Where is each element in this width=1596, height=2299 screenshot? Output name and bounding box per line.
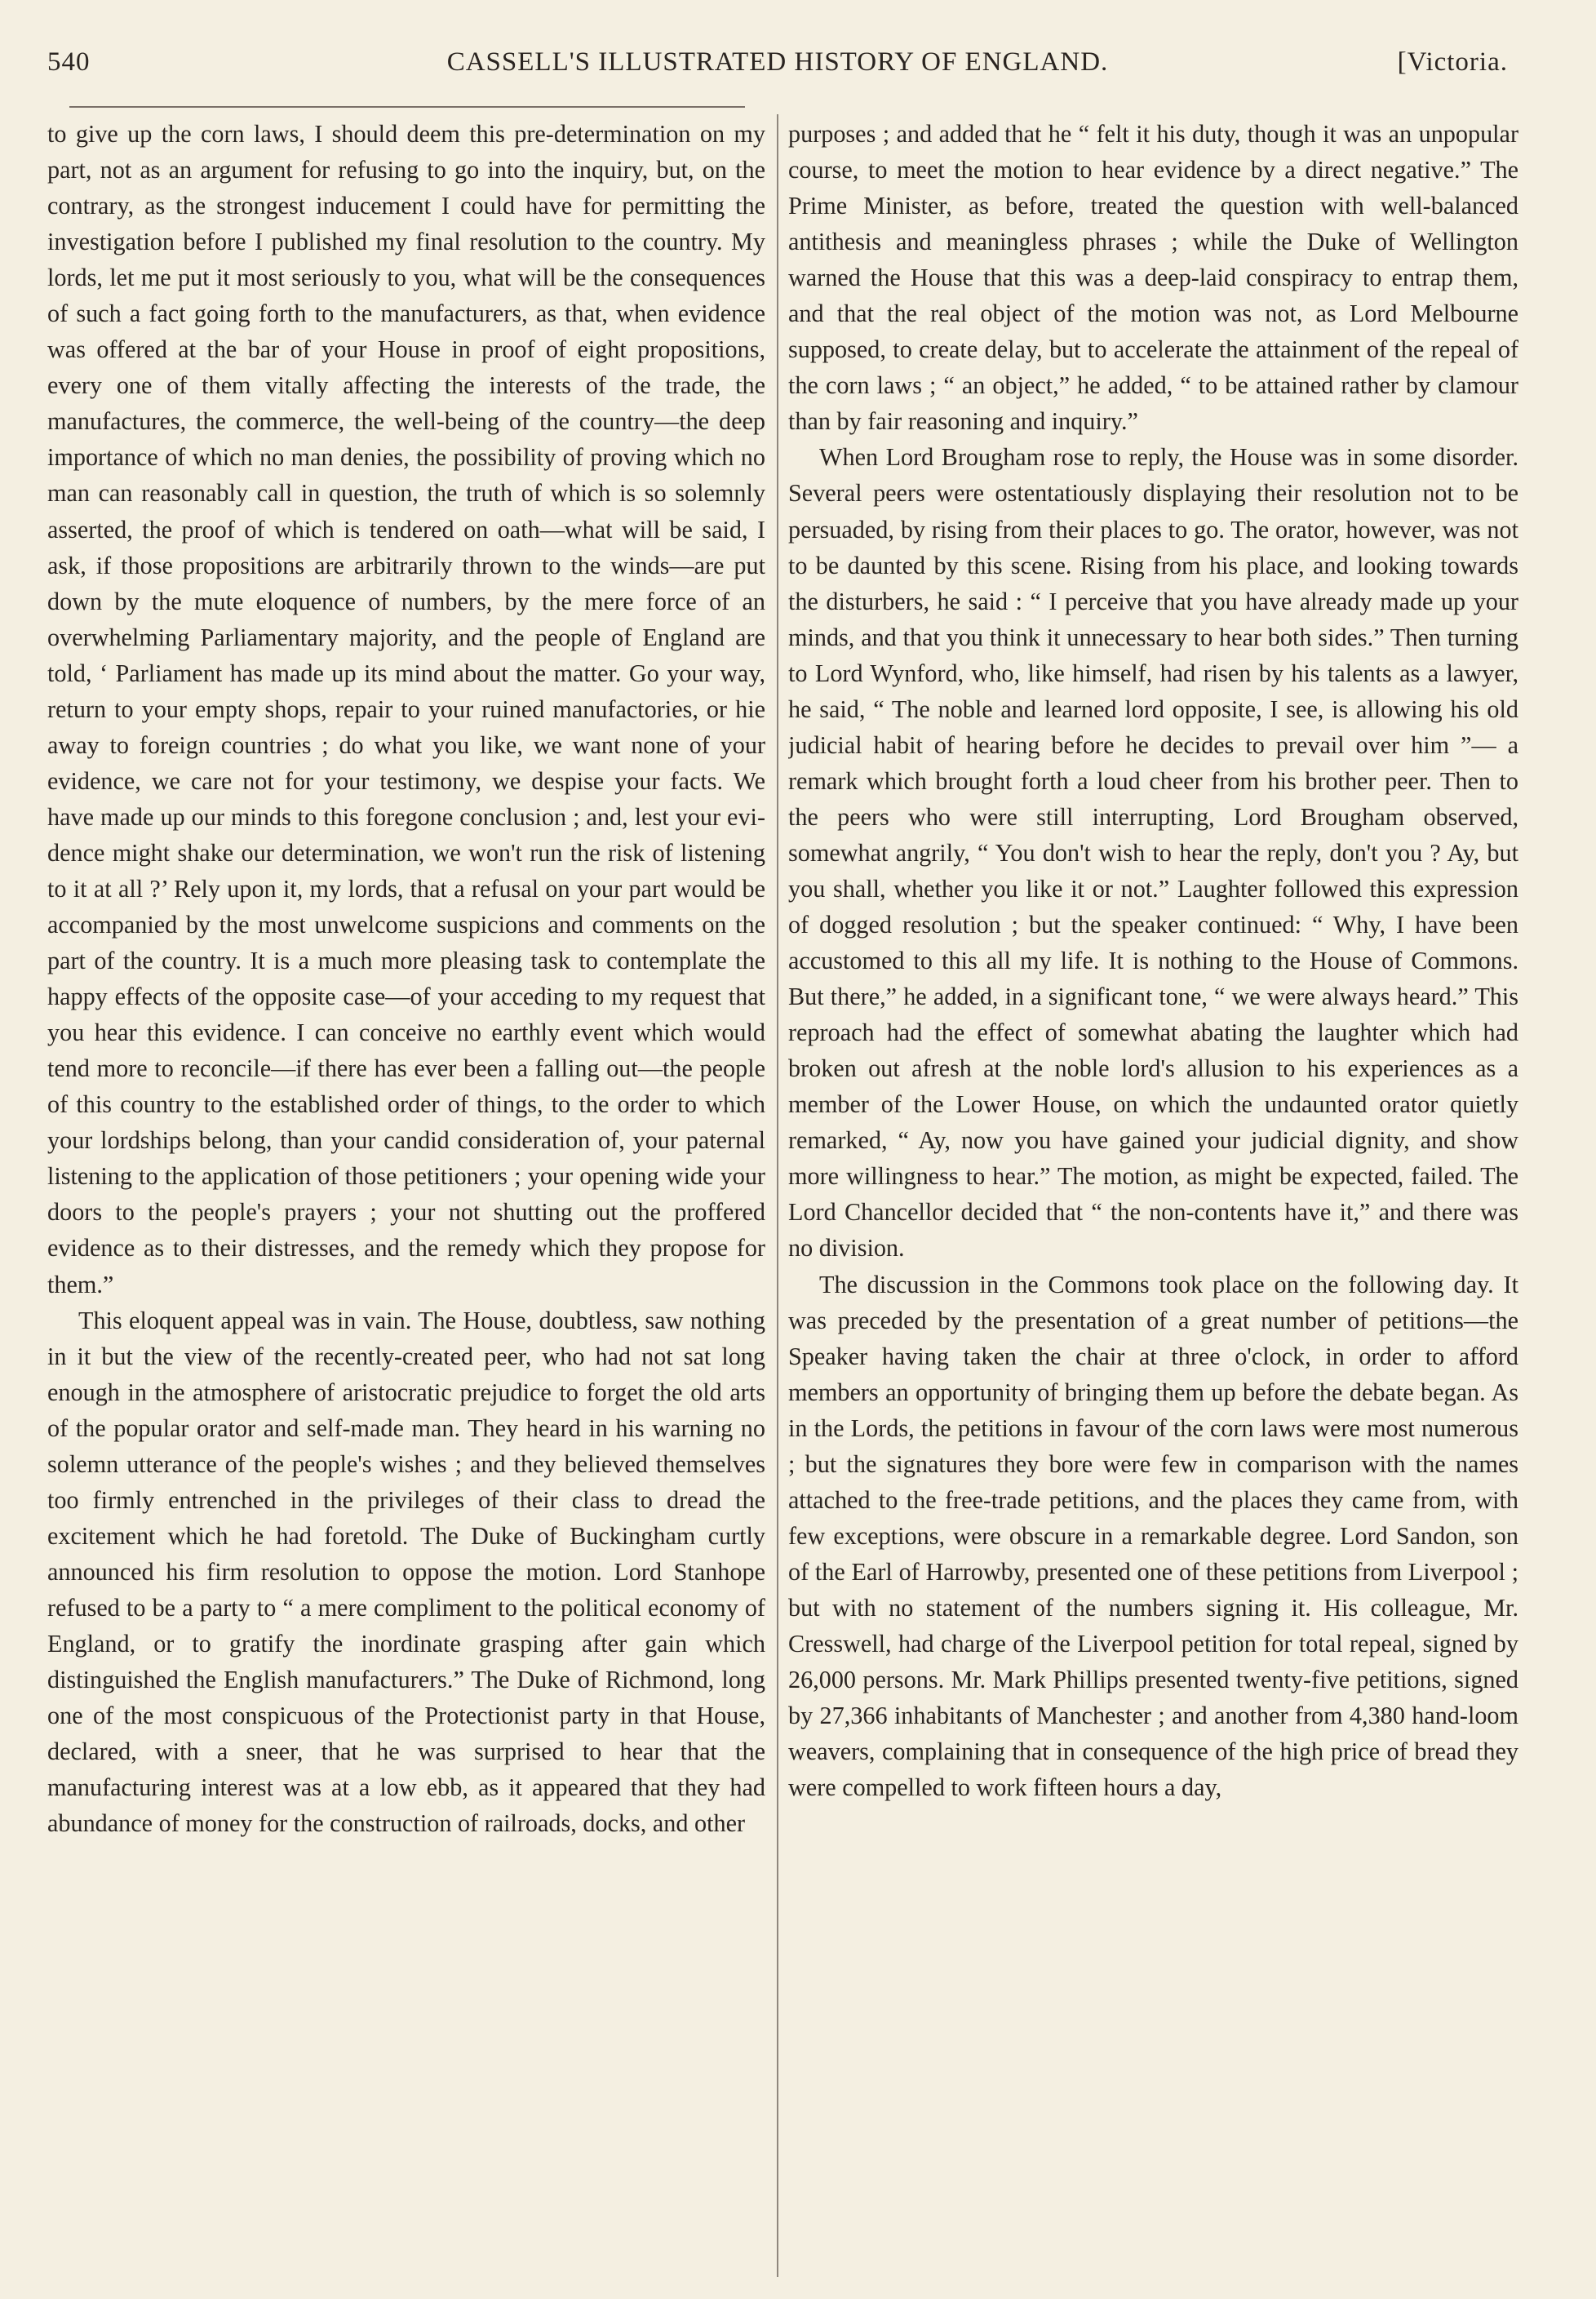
- left-paragraph-1: to give up the corn laws, I should deem this pre-determination on my part, not as an argument for refusing to go into the inquiry, but, on the contrary, as the strongest inducement I could have for permitting the investigation before I published my final resolution to the country. My lords, let me put it most seriously to you, what will be the consequences of such a fact going forth to the manufacturers, as that, when evidence was offered at the bar of your House in proof of eight propositions, every one of them vitally affecting the interests of the trade, the manufactures, the commerce, the well-being of the country—the deep importance of which no man denies, the possibility of proving which no man can reasonably call in question, the truth of which is so solemnly asserted, the proof of which is tendered on oath—what will be said, I ask, if those propositions are arbitrarily thrown to the winds—are put down by the mute eloquence of numbers, by the mere force of an overwhelming Parliamentary majority, and the people of England are told, ‘ Parliament has made up its mind about the matter. Go your way, return to your empty shops, repair to your ruined manufactories, or hie away to foreign countries ; do what you like, we want none of your evidence, we care not for your testimony, we despise your facts. We have made up our minds to this foregone conclusion ; and, lest your evidence might shake our determination, we won't run the risk of listening to it at all ?’ Rely upon it, my lords, that a refusal on your part would be accompanied by the most unwelcome suspicions and comments on the part of the country. It is a much more pleasing task to contemplate the happy effects of the opposite case—of your acceding to my request that you hear this evidence. I can conceive no earthly event which would tend more to reconcile—if there has ever been a falling out—the people of this country to the established order of things, to the order to which your lordships belong, than your candid consideration of, your paternal listening to the application of those petitioners ; your opening wide your doors to the people's prayers ; your not shutting out the proffered evidence as to their distresses, and the remedy which they propose for them.”: [47, 120, 765, 1298]
- left-paragraph-2: This eloquent appeal was in vain. The House, doubtless, saw nothing in it but the view of the recently-created peer, who had not sat long enough in the atmosphere of aristocratic prejudice to forget the old arts of the popular orator and self-made man. They heard in his warning no solemn utterance of the people's wishes ; and they believed themselves too firmly entrenched in the privileges of their class to dread the excitement which he had foretold. The Duke of Buckingham curtly announced his firm resolution to oppose the motion. Lord Stanhope refused to be a party to “ a mere compliment to the political economy of England, or to gratify the inordinate grasping after gain which distinguished the English manufacturers.” The Duke of Richmond, long one of the most conspicuous of the Protectionist party in that House, declared, with a sneer, that he was surprised to hear that the manufacturing interest was at a low ebb, as it appeared that they had abundance of money for the construction of railroads, docks, and other: [47, 1306, 765, 1838]
- right-paragraph-2: When Lord Brougham rose to reply, the House was in some disorder. Several peers were ostentatiously displaying their resolution not to be persuaded, by rising from their places to go. The orator, however, was not to be daunted by this scene. Rising from his place, and looking towards the disturbers, he said : “ I perceive that you have already made up your minds, and that you think it unnecessary to hear both sides.” Then turning to Lord Wynford, who, like himself, had risen by his talents as a lawyer, he said, “ The noble and learned lord opposite, I see, is allowing his old judicial habit of hearing before he decides to prevail over him ”— a remark which brought forth a loud cheer from his brother peer. Then to the peers who were still interrupting, Lord Brougham observed, somewhat angrily, “ You don't wish to hear the reply, don't you ? Ay, but you shall, whether you like it or not.” Laughter followed this expression of dogged resolution ; but the speaker continued: “ Why, I have been accustomed to this all my life. It is nothing to the House of Commons. But there,” he added, in a significant tone, “ we were always heard.” This reproach had the effect of somewhat abating the laughter which had broken out afresh at the noble lord's allusion to his experiences as a member of the Lower House, on which the undaunted orator quietly remarked, “ Ay, now you have gained your judicial dignity, and show more willingness to hear.” The motion, as might be expected, failed. The Lord Chancellor decided that “ the non-contents have it,” and there was no division.: [788, 443, 1518, 1263]
- running-header: [47, 41, 1508, 90]
- right-paragraph-3: The discussion in the Commons took place on the following day. It was preceded by the presentation of a great number of petitions—the Speaker having taken the chair at three o'clock, in order to afford members an opportunity of bringing them up before the debate began. As in the Lords, the petitions in favour of the corn laws were most numerous ; but the signatures they bore were few in comparison with the names attached to the free-trade petitions, and the places they came from, with few exceptions, were obscure in a remarkable degree. Lord Sandon, son of the Earl of Harrowby, presented one of these petitions from Liverpool ; but with no statement of the numbers signing it. His colleague, Mr. Cresswell, had charge of the Liverpool petition for total repeal, signed by 26,000 persons. Mr. Mark Phillips presented twenty-five petitions, signed by 27,366 inhabitants of Manchester ; and another from 4,380 hand-loom weavers, complaining that in consequence of the high price of bread they were compelled to work fifteen hours a day,: [788, 1270, 1518, 1802]
- book-title: CASSELL'S ILLUSTRATED HISTORY OF ENGLAND.: [446, 47, 1109, 77]
- right-paragraph-1: purposes ; and added that he “ felt it his duty, though it was an unpopular course, to meet the motion to hear evidence by a direct negative.” The Prime Minister, as before, treated the question with well-balanced antithesis and meaningless phrases ; while the Duke of Wellington warned the House that this was a deep-laid conspiracy to entrap them, and that the real object of the motion was not, as Lord Melbourne supposed, to create delay, but to accelerate the attainment of the repeal of the corn laws ; “ an object,” he added, “ to be attained rather by clamour than by fair reasoning and inquiry.”: [788, 120, 1518, 436]
- section-label: [Victoria.: [1397, 47, 1508, 77]
- left-column: [47, 116, 765, 2279]
- right-column: [788, 116, 1518, 2279]
- page-number: 540: [47, 47, 91, 77]
- header-rule: [47, 106, 782, 108]
- column-divider: [777, 114, 778, 2277]
